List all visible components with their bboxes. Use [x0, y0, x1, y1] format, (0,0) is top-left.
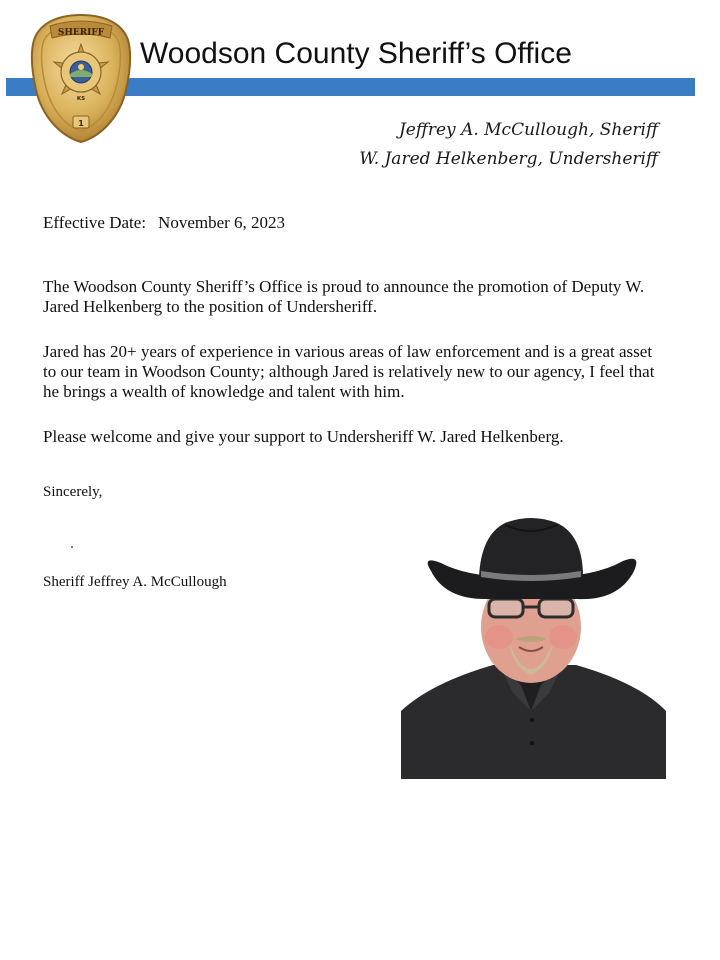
sheriff-badge-icon: [30, 12, 132, 144]
badge-top-text: SHERIFF: [57, 28, 105, 38]
undersheriff-name-line: W. Jared Helkenberg, Undersheriff: [359, 149, 658, 169]
experience-paragraph: Jared has 20+ years of experience in various areas of law enforcement and is a great asset to our team in Woodson County; although Jared is relatively new to our agency, I feel that he brings a wealth of knowledge and talent with him.: [43, 342, 655, 401]
closing-salutation: Sincerely,: [43, 484, 103, 500]
badge-number-text: 1: [78, 119, 84, 128]
undersheriff-portrait-image: [401, 515, 666, 779]
effective-date-line: [43, 213, 663, 233]
badge-state-text: KS: [76, 96, 86, 102]
sheriff-name-line: Jeffrey A. McCullough, Sheriff: [398, 120, 658, 140]
effective-date-label: Effective Date:: [43, 213, 147, 232]
signer-name: Sheriff Jeffrey A. McCullough: [43, 574, 227, 590]
effective-date-value: November 6, 2023: [158, 213, 286, 232]
welcome-paragraph: Please welcome and give your support to Undersheriff W. Jared Helkenberg.: [43, 427, 564, 446]
signature-mark: [71, 546, 73, 548]
announcement-paragraph: The Woodson County Sheriff’s Office is proud to announce the promotion of Deputy W. Jared Helkenberg to the position of Undersheriff.: [43, 277, 645, 316]
organization-title: Woodson County Sheriff’s Office: [140, 37, 572, 70]
